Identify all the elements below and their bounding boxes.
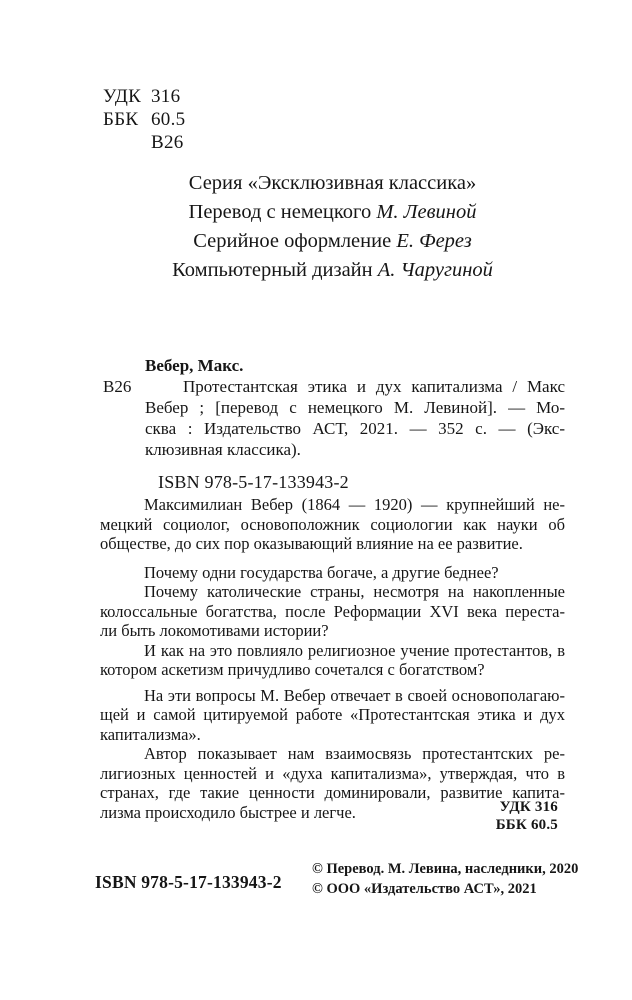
copyright-line: © Перевод. М. Левина, наследники, 2020 (312, 861, 579, 877)
annotation-paragraph-answer (100, 686, 565, 745)
udk-label: УДК (103, 86, 142, 107)
udk-value: 316 (151, 86, 181, 107)
author-code-value: В26 (151, 132, 184, 153)
annotation-paragraph-question-3 (100, 641, 565, 680)
bottom-bbk: ББК 60.5 (495, 816, 558, 833)
series-line (100, 227, 565, 256)
series-line (100, 169, 565, 198)
isbn-record: ISBN 978-5-17-133943-2 (158, 472, 349, 492)
annotation-line: Максимилиан Вебер (1864 — 1920) — крупнейший не- (144, 495, 565, 514)
top-classification-codes (103, 85, 185, 154)
series-line (100, 198, 565, 227)
bbk-label: ББК (103, 109, 139, 130)
bib-author-heading: Вебер, Макс. (145, 356, 244, 375)
series-line (100, 256, 565, 285)
footer-isbn: ISBN 978-5-17-133943-2 (95, 872, 282, 892)
series-block (100, 169, 565, 285)
annotation-line: капитализма». (100, 724, 201, 744)
bottom-udk: УДК 316 (499, 799, 558, 815)
bbk-value: 60.5 (151, 109, 186, 130)
annotation-line: обществе, до сих пор оказывающий влияние на ее развитие. (100, 534, 523, 553)
bib-margin-code: В26 (103, 377, 132, 396)
annotation-line: Автор показывает нам взаимосвязь протестантских ре- (144, 744, 565, 763)
annotation-line: И как на это повлияло религиозное учение протестантов, в (144, 640, 565, 660)
bbk-row (103, 108, 185, 131)
annotation-line: котором аскетизм причудливо сочетался с богатством? (100, 660, 485, 679)
bottom-classification-codes (100, 799, 558, 834)
bib-line: Протестантская этика и дух капитализма / Макс (183, 377, 565, 396)
bibliographic-record (103, 355, 565, 460)
series-line-text: Серийное оформление (193, 230, 397, 252)
bib-line: сква : Издательство АСТ, 2021. — 352 с. — (Экс- (145, 419, 565, 438)
series-line-text: Перевод с немецкого (188, 201, 377, 223)
bib-description (145, 376, 565, 460)
bib-line: клюзивная классика). (145, 440, 301, 459)
annotation-line: ли быть локомотивами истории? (100, 621, 329, 640)
series-line-name: Е. Ферез (396, 230, 472, 252)
udk-row (103, 85, 185, 108)
series-line-name: М. Левиной (376, 201, 477, 223)
bib-line: Вебер ; [перевод с немецкого М. Левиной]. — Мо- (145, 398, 565, 417)
annotation-line: На эти вопросы М. Вебер отвечает в своей основополагаю- (144, 685, 565, 705)
copyright-block (312, 859, 578, 899)
annotation-line: мецкий социолог, основоположник социологии как науки об (100, 514, 565, 534)
annotation-line: колоссальные богатства, после Реформации XVI века переста- (100, 601, 565, 621)
annotation-paragraph-bio (100, 495, 565, 554)
series-line-text: Компьютерный дизайн (172, 259, 378, 281)
annotation-line: лизма происходило быстрее и легче. (100, 802, 356, 822)
annotation-paragraph-question-1 (100, 563, 565, 583)
annotation-line: Почему католические страны, несмотря на накопленные (144, 582, 565, 601)
annotation-block (100, 495, 565, 822)
copyright-line: © ООО «Издательство АСТ», 2021 (312, 881, 537, 897)
annotation-line: Почему одни государства богаче, а другие беднее? (144, 562, 499, 582)
annotation-paragraph-question-2 (100, 582, 565, 641)
series-line-name: А. Чаругиной (377, 259, 493, 281)
author-code-row (103, 131, 185, 154)
annotation-line: щей и самой цитируемой работе «Протестантская этика и дух (100, 705, 565, 724)
annotation-line: странах, где такие ценности доминировали, развитие капита- (100, 783, 565, 802)
series-line-text: Серия «Эксклюзивная классика» (188, 172, 477, 194)
author-code-spacer (103, 131, 151, 154)
annotation-line: лигиозных ценностей и «духа капитализма», утверждая, что в (100, 763, 565, 783)
